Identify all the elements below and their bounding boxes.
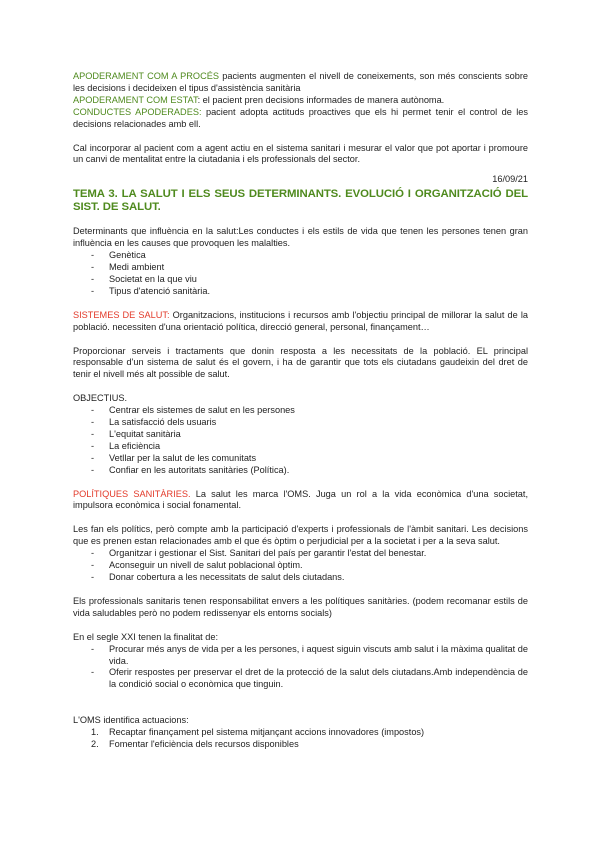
list-item: - La eficiència: [91, 441, 528, 453]
list-number: 2.: [91, 739, 99, 750]
paragraph-professionals: Els professionals sanitaris tenen responsabilitat envers a les polítiques sanitàries. (podem recomanar estils de vida saludables però no podem redissenyar els entorns socials): [73, 595, 528, 618]
list-item: - Societat en la que viu: [91, 274, 528, 286]
determinants-list: [73, 250, 528, 298]
term-sistemes-salut: SISTEMES DE SALUT:: [73, 309, 170, 320]
list-item: - Donar cobertura a les necessitats de salut dels ciutadans.: [91, 572, 528, 584]
paragraph-segle-xxi: En el segle XXI tenen la finalitat de:: [73, 631, 219, 642]
paragraph-apoderament-proces: APODERAMENT COM A PROCÉS pacients augmenten el nivell de coneixements, son més conscients sobre les decisions i decideixen el tipus d'assistència sanitària: [73, 71, 529, 93]
list-item: - Genètica: [91, 250, 528, 262]
list-item: - Centrar els sistemes de salut en les persones: [91, 405, 528, 417]
term-conductes-apoderades: CONDUCTES APODERADES:: [73, 106, 202, 117]
list-item: 1. Recaptar finançament pel sistema mitjançant accions innovadores (impostos): [91, 727, 425, 738]
oms-list: [73, 727, 528, 751]
list-item: - Medi ambient: [91, 262, 528, 274]
list-item: - L'equitat sanitària: [91, 429, 528, 441]
list-item: - Vetllar per la salut de les comunitats: [91, 453, 528, 465]
list-item: 2. Fomentar l'eficiència dels recursos disponibles: [91, 739, 299, 750]
tema-title: TEMA 3. LA SALUT I ELS SEUS DETERMINANTS. EVOLUCIÓ I ORGANITZACIÓ DEL SIST. DE SALUT.: [73, 188, 528, 214]
list-item: - Aconseguir un nivell de salut poblacional òptim.: [91, 560, 528, 572]
date-label: 16/09/21: [492, 174, 528, 185]
paragraph-conductes-apoderades: CONDUCTES APODERADES: pacient adopta actituds proactives que els hi permet tenir el control de les decisions relacionades amb ell.: [73, 106, 528, 129]
term-politiques-sanitaries: POLÍTIQUES SANITÀRIES.: [73, 488, 191, 499]
term-apoderament-estat: APODERAMENT COM ESTAT: [73, 94, 198, 105]
list-item: - Confiar en les autoritats sanitàries (Política).: [91, 465, 528, 477]
list-item: - La satisfacció dels usuaris: [91, 417, 528, 429]
list-item: - Tipus d'atenció sanitària.: [91, 286, 528, 298]
segle-list: [73, 644, 528, 692]
list-number: 1.: [91, 727, 99, 738]
list-item: - Procurar més anys de vida per a les persones, i aquest siguin viscuts amb salut i la màxima qualitat de vida.: [91, 644, 528, 668]
paragraph-apoderament-estat: APODERAMENT COM ESTAT: el pacient pren decisions informades de manera autònoma.: [73, 94, 445, 105]
paragraph-incorporar-pacient: Cal incorporar al pacient com a agent actiu en el sistema sanitari i mesurar el valor que pot aportar i promoure un canvi de mentalitat entre la ciutadania i els professionals del sector.: [73, 142, 528, 165]
objectius-list: [73, 405, 528, 476]
paragraph-determinants: Determinants que influència en la salut:Les conductes i els estils de vida que tenen les persones tenen gran influència en les causes que provoquen les malalties.: [73, 226, 528, 249]
paragraph-oms-actuacions: L'OMS identifica actuacions:: [73, 715, 189, 726]
list-item: - Oferir respostes per preservar el dret de la protecció de la salut dels ciutadans.Amb independència de la condició social o econòmica que tinguin.: [91, 667, 528, 691]
paragraph-sistemes-salut: SISTEMES DE SALUT: Organitzacions, institucions i recursos amb l'objectiu principal de millorar la salut de la població. necessiten d'una orientació política, direcció general, personal, finançament…: [73, 309, 528, 332]
objectius-heading: OBJECTIUS.: [73, 393, 128, 404]
document-body: [73, 71, 528, 751]
paragraph-fan-politics: Les fan els polítics, però compte amb la participació d'experts i professionals de l'àmbit sanitari. Les decisions que es prenen estan relacionades amb el que és òptim o perjudicial per a la societat i per a la seva salut.: [73, 524, 528, 547]
paragraph-politiques-sanitaries: POLÍTIQUES SANITÀRIES. La salut les marca l'OMS. Juga un rol a la vida econòmica d'una societat, impulsora econòmica i social fonamental.: [73, 488, 528, 511]
list-item: - Organitzar i gestionar el Sist. Sanitari del país per garantir l'estat del benestar.: [91, 548, 528, 560]
term-apoderament-proces: APODERAMENT COM A PROCÉS: [73, 71, 219, 81]
politiques-list: [73, 548, 528, 584]
paragraph-proporcionar-serveis: Proporcionar serveis i tractaments que donin resposta a les necessitats de la població. EL principal responsable d'un sistema de salut és el govern, i ha de garantir que tots els ciutadans gaudeixin del dret de tenir el nivell més alt possible de salut.: [73, 345, 528, 380]
